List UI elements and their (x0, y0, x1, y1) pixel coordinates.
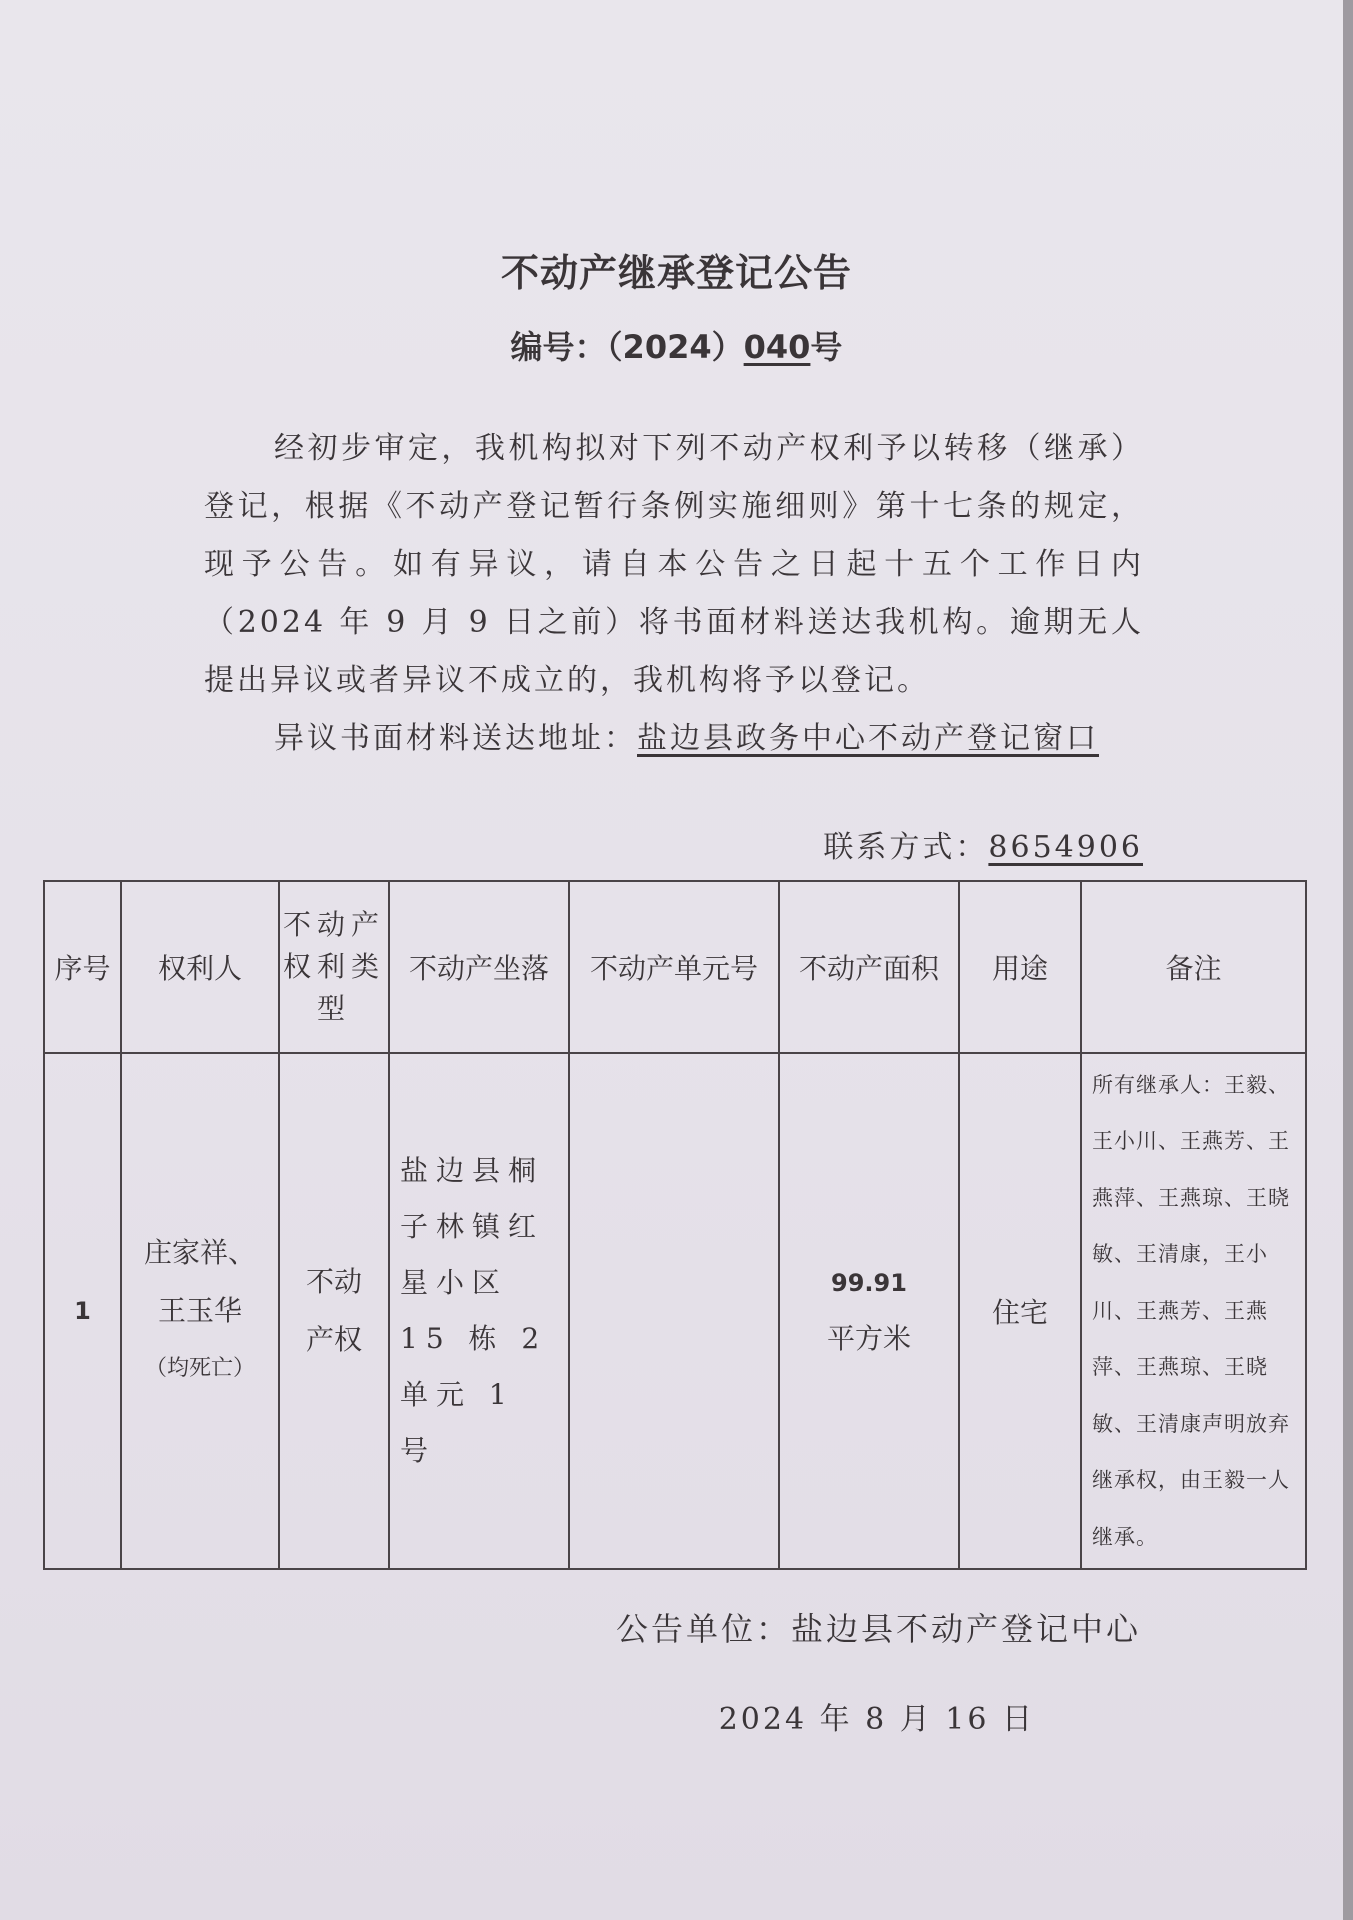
owner-names: 庄家祥、王玉华 (143, 1236, 256, 1327)
notice-title: 不动产继承登记公告 (500, 251, 852, 295)
property-table (43, 880, 1307, 1570)
notice-number (0, 322, 1353, 368)
table-header-row (44, 881, 1306, 1053)
notice-paragraph: 经初步审定，我机构拟对下列不动产权利予以转移（继承）登记，根据《不动产登记暂行条例实施细则》第十七条的规定，现予公告。如有异议，请自本公告之日起十五个工作日内（2024 年 9 月 9 日之前）将书面材料送达我机构。逾期无人提出异议或者异议不成立的，我机构将予以登记。 (204, 431, 1144, 698)
cell-usage: 住宅 (959, 1053, 1081, 1569)
notice-body (204, 420, 1144, 768)
cell-remarks: 所有继承人：王毅、王小川、王燕芳、王燕萍、王燕琼、王晓敏、王清康，王小川、王燕芳、王燕萍、王燕琼、王晓敏、王清康声明放弃继承权，由王毅一人继承。 (1081, 1053, 1306, 1569)
cell-right-type: 不动产权 (279, 1053, 389, 1569)
number-value: 040 (743, 328, 811, 366)
address-label: 异议书面材料送达地址： (274, 721, 637, 756)
contact-label: 联系方式： (823, 830, 989, 865)
header-remarks: 备注 (1081, 881, 1306, 1053)
number-prefix: 编号：（2024） (510, 328, 744, 366)
area-value: 99.91 (831, 1269, 907, 1297)
number-suffix: 号 (810, 328, 843, 366)
header-right-type: 不动产权利类型 (279, 881, 389, 1053)
area-unit: 平方米 (826, 1322, 911, 1355)
header-owner: 权利人 (121, 881, 279, 1053)
address-value: 盐边县政务中心不动产登记窗口 (637, 721, 1099, 756)
cell-area (779, 1053, 959, 1569)
cell-owner (121, 1053, 279, 1569)
header-unit-no: 不动产单元号 (569, 881, 779, 1053)
issuing-org: 公告单位：盐边县不动产登记中心 (615, 1610, 1141, 1648)
header-index: 序号 (44, 881, 121, 1053)
cell-index: 1 (44, 1053, 121, 1569)
cell-unit-no (569, 1053, 779, 1569)
contact-line (823, 822, 1143, 866)
table-row (44, 1053, 1306, 1569)
owner-note: （均死亡） (144, 1356, 255, 1381)
header-usage: 用途 (959, 881, 1081, 1053)
issue-date: 2024 年 8 月 16 日 (718, 1702, 1035, 1737)
header-area: 不动产面积 (779, 881, 959, 1053)
objection-address (204, 710, 1144, 768)
cell-location: 盐边县桐子林镇红星小区 15 栋 2 单元 1 号 (389, 1053, 569, 1569)
header-location: 不动产坐落 (389, 881, 569, 1053)
contact-value: 8654906 (988, 830, 1143, 865)
